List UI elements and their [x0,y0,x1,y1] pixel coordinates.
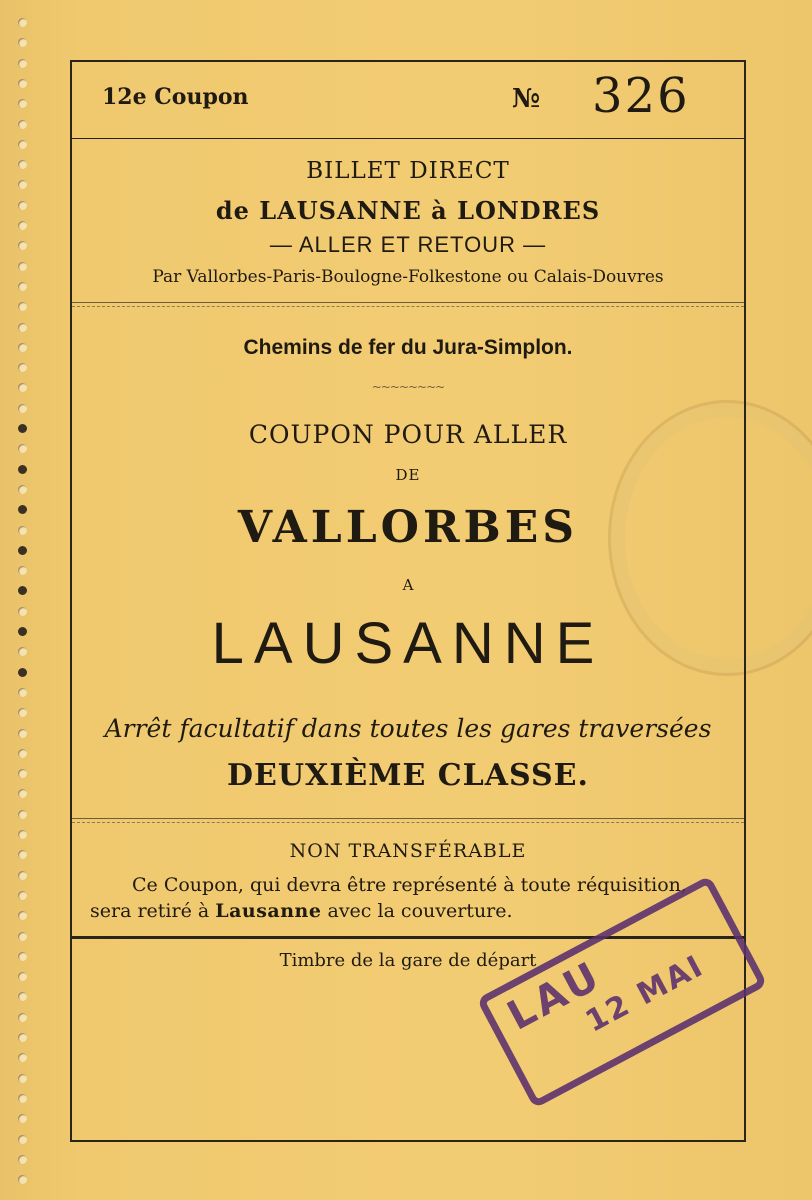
stamp-date: 12 MAI [579,948,710,1040]
perforation-hole [18,1135,27,1144]
perforation-hole [18,140,27,149]
perforation-hole [18,850,27,859]
perforation-hole [18,668,27,677]
perforation-hole [18,505,27,514]
perforation-hole [18,363,27,372]
route-to: LONDRES [457,196,601,225]
perforation-hole [18,120,27,129]
perforation-hole [18,729,27,738]
perforation-hole [18,810,27,819]
perforation-hole [18,302,27,311]
perforation-hole [18,952,27,961]
departure-stamp-label: Timbre de la gare de départ [279,950,537,971]
via-route: Par Vallorbes-Paris-Boulogne-Folkestone ou Calais-Douvres [152,267,664,287]
perforation-hole [18,1114,27,1123]
perforation-hole [18,1074,27,1083]
decorative-squiggle: ~~~~~~~~ [371,380,445,394]
perforation-hole [18,1053,27,1062]
route-connector: à [431,196,448,225]
travel-class: DEUXIÈME CLASSE. [227,758,589,793]
coupon-title: COUPON POUR ALLER [248,420,568,449]
perforation-hole [18,1013,27,1022]
divider [72,138,744,139]
perforation-hole [18,789,27,798]
route-from: LAUSANNE [259,196,422,225]
perforation-hole [18,485,27,494]
perforation-hole [18,38,27,47]
perforation-hole [18,383,27,392]
perforation-hole [18,59,27,68]
notice-line-2-post: avec la couverture. [327,900,513,922]
divider [72,818,744,819]
perforation-hole [18,932,27,941]
perforation-hole [18,830,27,839]
perforation-hole [18,18,27,27]
perforation-hole [18,911,27,920]
perforation-hole [18,607,27,616]
perforation-hole [18,708,27,717]
route-prefix: de [215,196,250,225]
perforation-hole [18,180,27,189]
perforation-edge [14,18,36,1198]
from-word: DE [395,466,421,484]
perforation-hole [18,526,27,535]
origin-station: VALLORBES [237,502,579,553]
perforation-hole [18,282,27,291]
perforation-hole [18,343,27,352]
divider [72,822,744,823]
ticket-number: 326 [592,68,690,124]
perforation-hole [18,99,27,108]
perforation-hole [18,891,27,900]
stop-notice: Arrêt facultatif dans toutes les gares traversées [104,714,712,743]
divider [72,302,744,303]
perforation-hole [18,404,27,413]
perforation-hole [18,566,27,575]
numero-symbol: № [512,84,541,114]
to-word: A [402,576,414,594]
aller-retour-heading: — ALLER ET RETOUR — [269,232,547,257]
notice-line-2-pre: sera retiré à [90,900,210,922]
perforation-hole [18,1155,27,1164]
perforation-hole [18,323,27,332]
perforation-hole [18,647,27,656]
perforation-hole [18,972,27,981]
non-transferable-label: NON TRANSFÉRABLE [289,840,527,862]
perforation-hole [18,424,27,433]
notice-line-1: Ce Coupon, qui devra être représenté à toute réquisition, [132,874,687,896]
perforation-hole [18,241,27,250]
perforation-hole [18,1175,27,1184]
perforation-hole [18,201,27,210]
stamp-station: LAU [500,952,610,1040]
perforation-hole [18,221,27,230]
perforation-hole [18,769,27,778]
route-line [72,196,744,225]
perforation-hole [18,1033,27,1042]
perforation-hole [18,262,27,271]
railway-company: Chemins de fer du Jura-Simplon. [243,336,573,359]
perforation-hole [18,688,27,697]
perforation-hole [18,586,27,595]
coupon-label: 12e Coupon [102,84,249,110]
divider [72,306,744,307]
perforation-hole [18,749,27,758]
perforation-hole [18,992,27,1001]
perforation-hole [18,160,27,169]
perforation-hole [18,444,27,453]
perforation-hole [18,79,27,88]
perforation-hole [18,1094,27,1103]
perforation-hole [18,546,27,555]
billet-direct-heading: BILLET DIRECT [306,158,510,184]
destination-station: LAUSANNE [211,611,605,676]
perforation-hole [18,871,27,880]
perforation-hole [18,465,27,474]
perforation-hole [18,627,27,636]
notice-line-2-station: Lausanne [215,900,322,922]
